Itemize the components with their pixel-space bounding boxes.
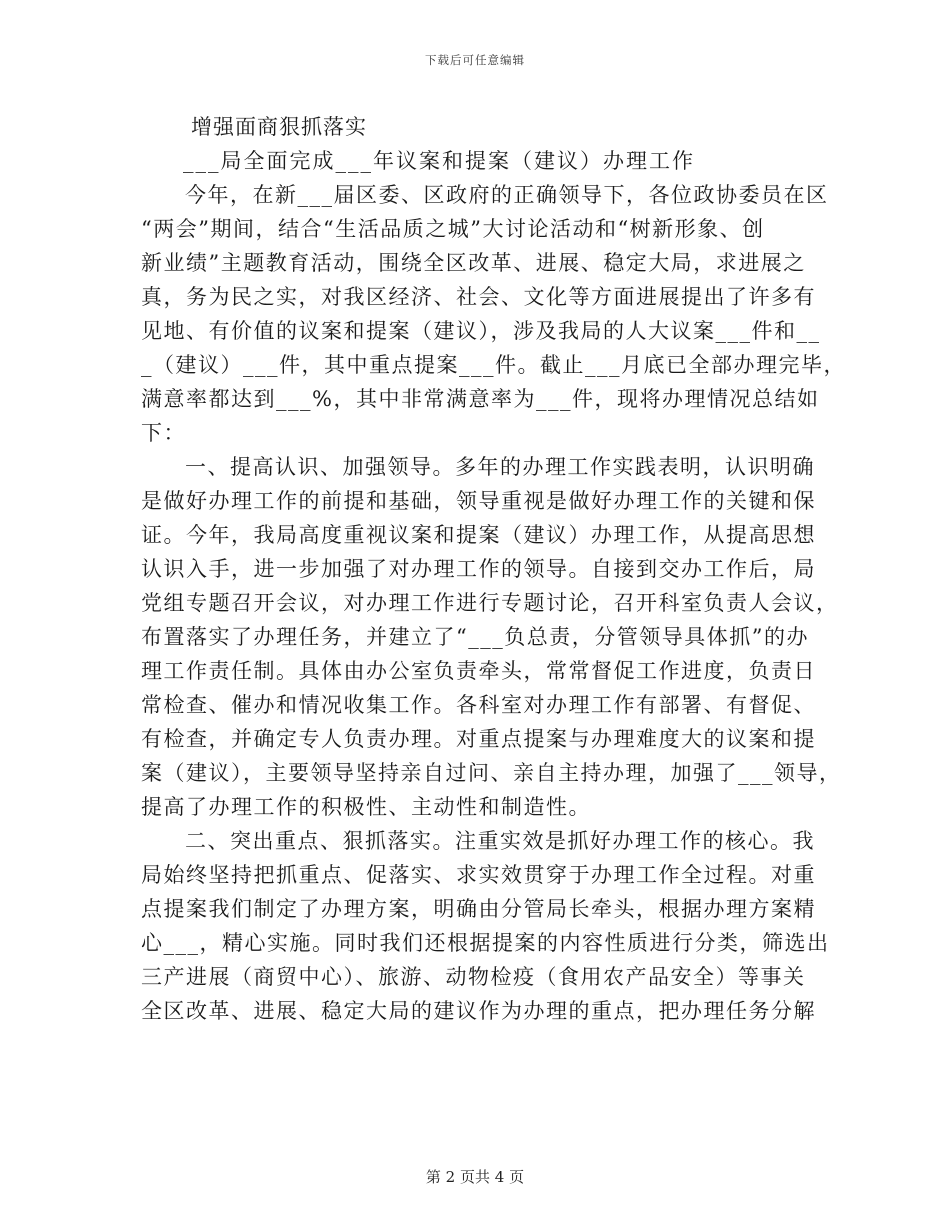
paragraph-line: 见地、有价值的议案和提案（建议），涉及我局的人大议案___件和__ (141, 319, 821, 343)
paragraph-line: 满意率都达到___%，其中非常满意率为___件，现将办理情况总结如 (141, 387, 820, 411)
paragraph-line: 案（建议），主要领导坚持亲自过问、亲自主持办理，加强了___领导， (141, 761, 842, 785)
paragraph-line: 今年，在新___届区委、区政府的正确领导下，各位政协委员在区 (185, 183, 829, 207)
page-header: 下载后可任意编辑 (425, 53, 525, 67)
document-body (141, 110, 846, 1028)
paragraph-line: 是做好办理工作的前提和基础，领导重视是做好办理工作的关键和保 (141, 489, 816, 513)
paragraph-line: “两会”期间，结合“生活品质之城”大讨论活动和“树新形象、创 (141, 217, 765, 241)
paragraph-line: 新业绩”主题教育活动，围绕全区改革、进展、稳定大局，求进展之 (141, 251, 806, 275)
paragraph-line: 心___，精心实施。同时我们还根据提案的内容性质进行分类，筛选出 (141, 931, 830, 955)
paragraph-line: 认识入手，进一步加强了对办理工作的领导。自接到交办工作后，局 (141, 557, 816, 581)
paragraph-line: 党组专题召开会议，对办理工作进行专题讨论，召开科室负责人会议， (141, 591, 839, 615)
document-subtitle: ___局全面完成___年议案和提案（建议）办理工作 (183, 149, 695, 173)
paragraph-line: _（建议）___件，其中重点提案___件。截止___月底已全部办理完毕， (141, 353, 846, 377)
paragraph-line: 提高了办理工作的积极性、主动性和制造性。 (141, 795, 591, 819)
paragraph-line: 局始终坚持把抓重点、促落实、求实效贯穿于办理工作全过程。对重 (141, 863, 816, 887)
paragraph-line: 有检查，并确定专人负责办理。对重点提案与办理难度大的议案和提 (141, 727, 816, 751)
paragraph-line: 一、提高认识、加强领导。多年的办理工作实践表明，认识明确 (185, 455, 815, 479)
paragraph-line: 点提案我们制定了办理方案，明确由分管局长牵头，根据办理方案精 (141, 897, 816, 921)
paragraph-line: 证。今年，我局高度重视议案和提案（建议）办理工作，从提高思想 (141, 523, 816, 547)
paragraph-line: 理工作责任制。具体由办公室负责牵头，常常督促工作进度，负责日 (141, 659, 816, 683)
paragraph-line: 真，务为民之实，对我区经济、社会、文化等方面进展提出了许多有 (141, 285, 816, 309)
paragraph-line: 下： (141, 421, 186, 445)
paragraph-line: 布置落实了办理任务，并建立了“___负总责，分管领导具体抓”的办 (141, 625, 809, 649)
page-number: 第 2 页共 4 页 (425, 1168, 525, 1186)
paragraph-line: 全区改革、进展、稳定大局的建议作为办理的重点，把办理任务分解 (141, 999, 816, 1023)
paragraph-line: 二、突出重点、狠抓落实。注重实效是抓好办理工作的核心。我 (185, 829, 815, 853)
paragraph-line: 常检查、催办和情况收集工作。各科室对办理工作有部署、有督促、 (141, 693, 816, 717)
document-title: 增强面商狠抓落实 (191, 115, 367, 139)
paragraph-line: 三产进展（商贸中心）、旅游、动物检疫（食用农产品安全）等事关 (141, 965, 806, 989)
